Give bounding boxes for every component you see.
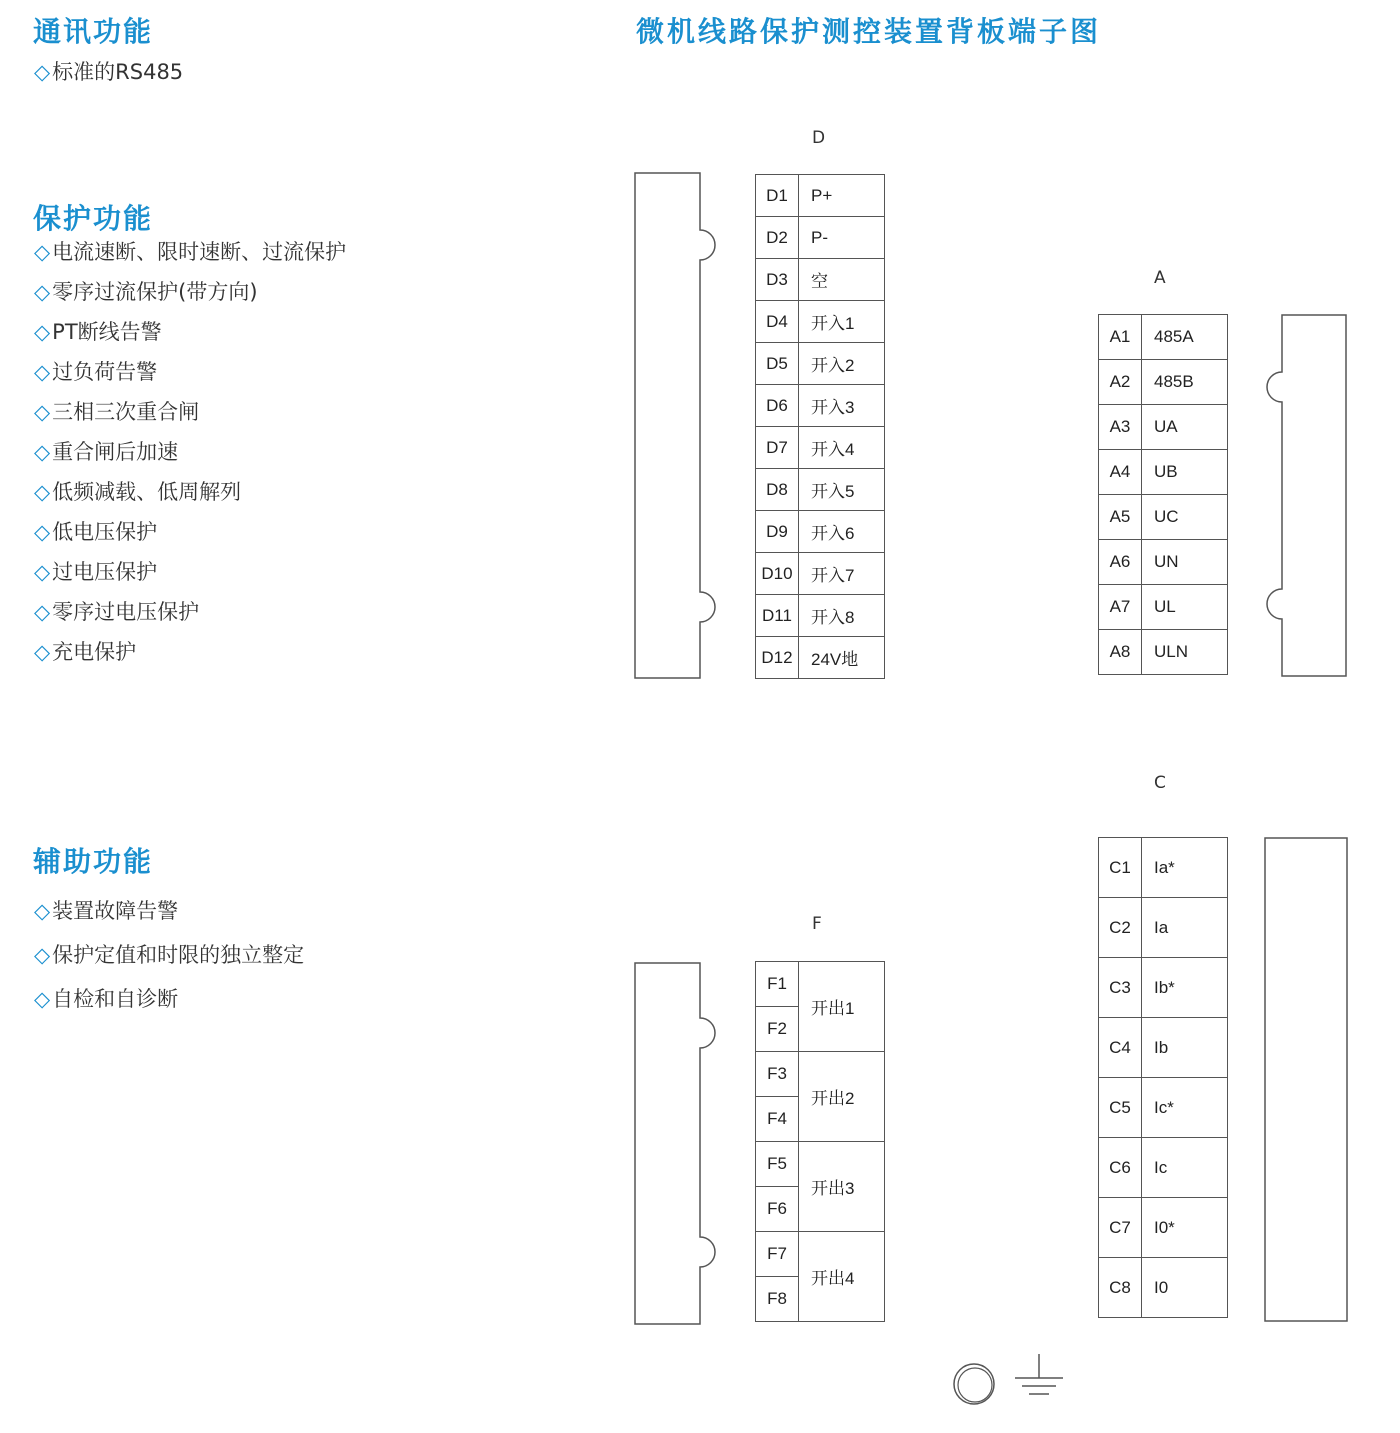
connector-label-c: C [1154, 773, 1166, 793]
terminal-row [1099, 1258, 1228, 1318]
terminal-id: A5 [1099, 495, 1142, 540]
list-item [34, 516, 157, 546]
diamond-bullet-icon: ◇ [34, 240, 51, 264]
terminal-id: F1 [756, 962, 799, 1007]
terminal-signal: 开出4 [799, 1232, 885, 1322]
terminal-signal: 开入3 [799, 385, 885, 427]
terminal-id: C3 [1099, 958, 1142, 1018]
terminal-signal: 24V地 [799, 637, 885, 679]
connector-a-housing [1264, 314, 1348, 678]
terminal-signal: Ia [1142, 898, 1228, 958]
terminal-id: F2 [756, 1007, 799, 1052]
terminal-id: A8 [1099, 630, 1142, 675]
list-item-text: 低频减载、低周解列 [52, 480, 242, 504]
terminal-table-a [1098, 314, 1228, 675]
list-item [34, 316, 162, 346]
terminal-row [756, 1142, 885, 1187]
terminal-signal: 开出2 [799, 1052, 885, 1142]
terminal-id: D7 [756, 427, 799, 469]
list-item [34, 396, 199, 426]
terminal-signal: P- [799, 217, 885, 259]
terminal-signal: ULN [1142, 630, 1228, 675]
list-item-text: 过负荷告警 [52, 360, 158, 384]
diamond-bullet-icon: ◇ [34, 60, 51, 84]
terminal-id: C7 [1099, 1198, 1142, 1258]
terminal-table-c [1098, 837, 1228, 1318]
terminal-signal: 485A [1142, 315, 1228, 360]
ground-terminal-icon [948, 1356, 1004, 1412]
terminal-signal: 开入1 [799, 301, 885, 343]
terminal-id: C6 [1099, 1138, 1142, 1198]
terminal-id: A2 [1099, 360, 1142, 405]
list-item [34, 436, 178, 466]
terminal-row [756, 1052, 885, 1097]
terminal-row [1099, 585, 1228, 630]
terminal-row [756, 595, 885, 637]
terminal-table-f [755, 961, 885, 1322]
terminal-id: C2 [1099, 898, 1142, 958]
terminal-id: D6 [756, 385, 799, 427]
terminal-signal: UA [1142, 405, 1228, 450]
section-title-comm: 通讯功能 [33, 15, 154, 48]
earth-ground-icon [1012, 1352, 1068, 1404]
terminal-id: A4 [1099, 450, 1142, 495]
list-item [34, 476, 241, 506]
connector-label-d: D [812, 128, 826, 148]
diamond-bullet-icon: ◇ [34, 987, 51, 1011]
list-item-text: 过电压保护 [52, 560, 158, 584]
terminal-id: C5 [1099, 1078, 1142, 1138]
terminal-signal: 开出3 [799, 1142, 885, 1232]
terminal-signal: UL [1142, 585, 1228, 630]
terminal-row [1099, 360, 1228, 405]
terminal-row [756, 385, 885, 427]
terminal-signal: Ic* [1142, 1078, 1228, 1138]
terminal-row [1099, 495, 1228, 540]
terminal-row [1099, 1018, 1228, 1078]
terminal-row [756, 343, 885, 385]
diamond-bullet-icon: ◇ [34, 480, 51, 504]
terminal-signal: 开入5 [799, 469, 885, 511]
terminal-signal: 开入2 [799, 343, 885, 385]
list-item [34, 276, 258, 306]
list-item-text: PT断线告警 [52, 320, 162, 344]
terminal-row [1099, 1198, 1228, 1258]
terminal-row [1099, 838, 1228, 898]
terminal-table-d [755, 174, 885, 679]
terminal-id: F3 [756, 1052, 799, 1097]
terminal-id: A6 [1099, 540, 1142, 585]
terminal-signal: 开入8 [799, 595, 885, 637]
terminal-signal: UC [1142, 495, 1228, 540]
terminal-row [1099, 1138, 1228, 1198]
terminal-id: A3 [1099, 405, 1142, 450]
terminal-row [756, 217, 885, 259]
terminal-id: C8 [1099, 1258, 1142, 1318]
terminal-signal: 开出1 [799, 962, 885, 1052]
list-item-text: 零序过电压保护 [52, 600, 200, 624]
diamond-bullet-icon: ◇ [34, 943, 51, 967]
list-item [34, 236, 346, 266]
terminal-signal: 空 [799, 259, 885, 301]
terminal-id: D8 [756, 469, 799, 511]
diamond-bullet-icon: ◇ [34, 560, 51, 584]
list-item-text: 保护定值和时限的独立整定 [52, 943, 305, 967]
diamond-bullet-icon: ◇ [34, 899, 51, 923]
terminal-signal: P+ [799, 175, 885, 217]
list-item-text: 标准的RS485 [52, 60, 184, 84]
section-title-protection: 保护功能 [33, 202, 154, 235]
diamond-bullet-icon: ◇ [34, 600, 51, 624]
terminal-id: D4 [756, 301, 799, 343]
terminal-id: C4 [1099, 1018, 1142, 1078]
terminal-row [756, 175, 885, 217]
list-item-text: 装置故障告警 [52, 899, 179, 923]
terminal-id: D12 [756, 637, 799, 679]
terminal-row [1099, 958, 1228, 1018]
terminal-id: D3 [756, 259, 799, 301]
diamond-bullet-icon: ◇ [34, 640, 51, 664]
list-item-text: 充电保护 [52, 640, 137, 664]
terminal-signal: I0* [1142, 1198, 1228, 1258]
section-title-auxiliary: 辅助功能 [33, 845, 154, 878]
terminal-id: F5 [756, 1142, 799, 1187]
terminal-id: F8 [756, 1277, 799, 1322]
diamond-bullet-icon: ◇ [34, 400, 51, 424]
terminal-id: F7 [756, 1232, 799, 1277]
diamond-bullet-icon: ◇ [34, 320, 51, 344]
terminal-row [756, 1232, 885, 1277]
terminal-row [1099, 630, 1228, 675]
list-item [34, 596, 199, 626]
diamond-bullet-icon: ◇ [34, 280, 51, 304]
terminal-row [1099, 450, 1228, 495]
terminal-id: D11 [756, 595, 799, 637]
terminal-row [1099, 405, 1228, 450]
list-item-text: 重合闸后加速 [52, 440, 179, 464]
terminal-row [756, 427, 885, 469]
terminal-row [756, 301, 885, 343]
terminal-row [756, 511, 885, 553]
list-item-text: 电流速断、限时速断、过流保护 [52, 240, 347, 264]
list-item-text: 三相三次重合闸 [52, 400, 200, 424]
terminal-id: C1 [1099, 838, 1142, 898]
terminal-signal: 开入7 [799, 553, 885, 595]
list-item [34, 636, 136, 666]
list-item [34, 556, 157, 586]
list-item [34, 983, 178, 1013]
connector-label-f: F [812, 914, 822, 934]
terminal-row [1099, 315, 1228, 360]
diamond-bullet-icon: ◇ [34, 440, 51, 464]
terminal-signal: Ic [1142, 1138, 1228, 1198]
terminal-row [1099, 540, 1228, 585]
terminal-id: A7 [1099, 585, 1142, 630]
connector-c-housing [1264, 837, 1348, 1323]
terminal-signal: UB [1142, 450, 1228, 495]
list-item-text: 自检和自诊断 [52, 987, 179, 1011]
connector-f-housing [634, 962, 716, 1326]
terminal-id: F4 [756, 1097, 799, 1142]
terminal-signal: 开入4 [799, 427, 885, 469]
terminal-row [756, 553, 885, 595]
connector-label-a: A [1154, 268, 1166, 288]
list-item-text: 零序过流保护(带方向) [52, 280, 258, 304]
diamond-bullet-icon: ◇ [34, 360, 51, 384]
terminal-row [756, 259, 885, 301]
terminal-signal: Ib* [1142, 958, 1228, 1018]
terminal-row [756, 962, 885, 1007]
terminal-id: F6 [756, 1187, 799, 1232]
terminal-row [1099, 898, 1228, 958]
list-item [34, 895, 178, 925]
diagram-title: 微机线路保护测控装置背板端子图 [636, 15, 1102, 48]
terminal-signal: Ib [1142, 1018, 1228, 1078]
list-item-text: 低电压保护 [52, 520, 158, 544]
terminal-row [756, 637, 885, 679]
terminal-row [1099, 1078, 1228, 1138]
terminal-id: D10 [756, 553, 799, 595]
terminal-signal: 开入6 [799, 511, 885, 553]
terminal-signal: UN [1142, 540, 1228, 585]
terminal-row [756, 469, 885, 511]
diamond-bullet-icon: ◇ [34, 520, 51, 544]
terminal-id: D9 [756, 511, 799, 553]
terminal-id: D2 [756, 217, 799, 259]
terminal-signal: 485B [1142, 360, 1228, 405]
terminal-id: A1 [1099, 315, 1142, 360]
terminal-signal: I0 [1142, 1258, 1228, 1318]
list-item [34, 356, 157, 386]
terminal-signal: Ia* [1142, 838, 1228, 898]
terminal-id: D5 [756, 343, 799, 385]
list-item [34, 939, 304, 969]
list-item [34, 56, 183, 86]
connector-d-housing [634, 172, 716, 680]
terminal-id: D1 [756, 175, 799, 217]
